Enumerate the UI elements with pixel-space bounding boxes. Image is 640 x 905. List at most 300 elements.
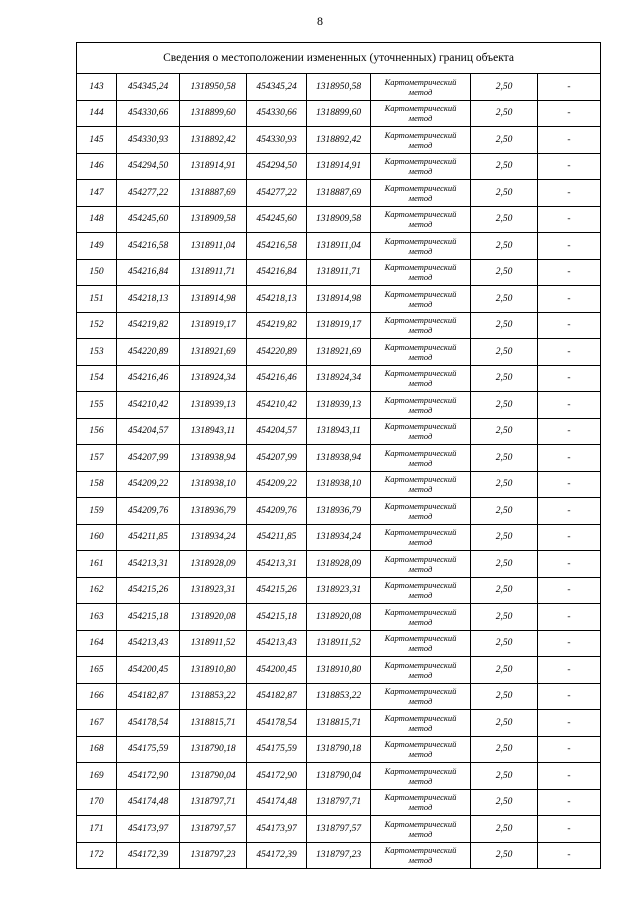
x-old-cell: 454174,48	[117, 789, 180, 816]
accuracy-cell: 2,50	[471, 577, 538, 604]
method-line-2: метод	[408, 855, 433, 866]
method-cell	[371, 418, 471, 445]
method-cell	[371, 312, 471, 339]
table-row	[77, 710, 601, 737]
y-old-cell: 1318899,60	[180, 100, 247, 127]
note-cell: -	[538, 736, 601, 763]
y-old-cell: 1318938,94	[180, 445, 247, 472]
x-new-cell: 454216,84	[247, 259, 307, 286]
point-number-cell: 156	[77, 418, 117, 445]
y-old-cell: 1318914,98	[180, 286, 247, 313]
method-line-1: Картометрический	[384, 288, 457, 299]
method-line-1: Картометрический	[384, 447, 457, 458]
note-cell: -	[538, 445, 601, 472]
x-new-cell: 454173,97	[247, 816, 307, 843]
y-old-cell: 1318924,34	[180, 365, 247, 392]
method-cell	[371, 789, 471, 816]
point-number-cell: 165	[77, 657, 117, 684]
table-row	[77, 630, 601, 657]
accuracy-cell: 2,50	[471, 418, 538, 445]
note-cell: -	[538, 657, 601, 684]
x-old-cell: 454216,58	[117, 233, 180, 260]
method-cell	[371, 577, 471, 604]
method-cell	[371, 842, 471, 869]
note-cell: -	[538, 127, 601, 154]
x-old-cell: 454216,84	[117, 259, 180, 286]
method-line-2: метод	[408, 272, 433, 283]
x-old-cell: 454200,45	[117, 657, 180, 684]
point-number-cell: 147	[77, 180, 117, 207]
method-line-2: метод	[408, 325, 433, 336]
x-new-cell: 454172,39	[247, 842, 307, 869]
method-line-1: Картометрический	[384, 845, 457, 856]
method-line-2: метод	[408, 537, 433, 548]
y-new-cell: 1318919,17	[307, 312, 371, 339]
method-line-2: метод	[408, 166, 433, 177]
method-line-2: метод	[408, 113, 433, 124]
x-new-cell: 454200,45	[247, 657, 307, 684]
x-old-cell: 454175,59	[117, 736, 180, 763]
y-new-cell: 1318950,58	[307, 74, 371, 101]
x-new-cell: 454245,60	[247, 206, 307, 233]
table-row	[77, 498, 601, 525]
method-line-1: Картометрический	[384, 474, 457, 485]
method-line-2: метод	[408, 139, 433, 150]
method-line-1: Картометрический	[384, 553, 457, 564]
y-new-cell: 1318934,24	[307, 524, 371, 551]
accuracy-cell: 2,50	[471, 365, 538, 392]
x-old-cell: 454213,43	[117, 630, 180, 657]
method-cell	[371, 100, 471, 127]
method-line-1: Картометрический	[384, 209, 457, 220]
x-old-cell: 454218,13	[117, 286, 180, 313]
method-line-2: метод	[408, 802, 433, 813]
method-line-2: метод	[408, 590, 433, 601]
x-new-cell: 454345,24	[247, 74, 307, 101]
table-row	[77, 683, 601, 710]
note-cell: -	[538, 286, 601, 313]
y-new-cell: 1318914,91	[307, 153, 371, 180]
method-cell	[371, 471, 471, 498]
y-old-cell: 1318797,23	[180, 842, 247, 869]
y-old-cell: 1318797,57	[180, 816, 247, 843]
y-new-cell: 1318815,71	[307, 710, 371, 737]
method-line-1: Картометрический	[384, 818, 457, 829]
y-new-cell: 1318924,34	[307, 365, 371, 392]
y-new-cell: 1318790,18	[307, 736, 371, 763]
method-line-1: Картометрический	[384, 739, 457, 750]
method-cell	[371, 180, 471, 207]
y-old-cell: 1318910,80	[180, 657, 247, 684]
y-old-cell: 1318815,71	[180, 710, 247, 737]
method-line-1: Картометрический	[384, 156, 457, 167]
method-line-1: Картометрический	[384, 76, 457, 87]
method-line-1: Картометрический	[384, 262, 457, 273]
table-row	[77, 206, 601, 233]
table-title: Сведения о местоположении измененных (уточненных) границ объекта	[77, 43, 601, 74]
x-old-cell: 454215,26	[117, 577, 180, 604]
y-new-cell: 1318938,10	[307, 471, 371, 498]
method-cell	[371, 604, 471, 631]
y-old-cell: 1318911,71	[180, 259, 247, 286]
method-line-1: Картометрический	[384, 606, 457, 617]
x-new-cell: 454207,99	[247, 445, 307, 472]
accuracy-cell: 2,50	[471, 339, 538, 366]
y-old-cell: 1318950,58	[180, 74, 247, 101]
table-row	[77, 286, 601, 313]
y-new-cell: 1318910,80	[307, 657, 371, 684]
method-line-1: Картометрический	[384, 315, 457, 326]
method-cell	[371, 339, 471, 366]
point-number-cell: 170	[77, 789, 117, 816]
point-number-cell: 161	[77, 551, 117, 578]
method-cell	[371, 763, 471, 790]
table-row	[77, 604, 601, 631]
y-old-cell: 1318914,91	[180, 153, 247, 180]
x-new-cell: 454218,13	[247, 286, 307, 313]
y-new-cell: 1318911,52	[307, 630, 371, 657]
method-cell	[371, 233, 471, 260]
note-cell: -	[538, 789, 601, 816]
method-cell	[371, 657, 471, 684]
y-new-cell: 1318921,69	[307, 339, 371, 366]
accuracy-cell: 2,50	[471, 153, 538, 180]
method-line-1: Картометрический	[384, 182, 457, 193]
note-cell: -	[538, 842, 601, 869]
method-line-2: метод	[408, 245, 433, 256]
x-new-cell: 454209,22	[247, 471, 307, 498]
y-new-cell: 1318853,22	[307, 683, 371, 710]
method-line-2: метод	[408, 510, 433, 521]
point-number-cell: 152	[77, 312, 117, 339]
point-number-cell: 151	[77, 286, 117, 313]
table-row	[77, 524, 601, 551]
x-old-cell: 454173,97	[117, 816, 180, 843]
x-old-cell: 454277,22	[117, 180, 180, 207]
note-cell: -	[538, 551, 601, 578]
y-new-cell: 1318938,94	[307, 445, 371, 472]
method-cell	[371, 524, 471, 551]
point-number-cell: 145	[77, 127, 117, 154]
y-old-cell: 1318938,10	[180, 471, 247, 498]
point-number-cell: 143	[77, 74, 117, 101]
point-number-cell: 148	[77, 206, 117, 233]
y-old-cell: 1318943,11	[180, 418, 247, 445]
method-line-2: метод	[408, 378, 433, 389]
table-row	[77, 365, 601, 392]
point-number-cell: 166	[77, 683, 117, 710]
x-old-cell: 454209,76	[117, 498, 180, 525]
accuracy-cell: 2,50	[471, 630, 538, 657]
point-number-cell: 164	[77, 630, 117, 657]
method-cell	[371, 710, 471, 737]
method-line-2: метод	[408, 404, 433, 415]
y-new-cell: 1318911,04	[307, 233, 371, 260]
accuracy-cell: 2,50	[471, 683, 538, 710]
y-old-cell: 1318921,69	[180, 339, 247, 366]
accuracy-cell: 2,50	[471, 100, 538, 127]
y-old-cell: 1318939,13	[180, 392, 247, 419]
y-old-cell: 1318934,24	[180, 524, 247, 551]
x-new-cell: 454220,89	[247, 339, 307, 366]
x-new-cell: 454178,54	[247, 710, 307, 737]
table-row	[77, 471, 601, 498]
table-row	[77, 789, 601, 816]
method-line-2: метод	[408, 431, 433, 442]
x-old-cell: 454178,54	[117, 710, 180, 737]
y-old-cell: 1318936,79	[180, 498, 247, 525]
method-cell	[371, 392, 471, 419]
accuracy-cell: 2,50	[471, 74, 538, 101]
y-old-cell: 1318790,18	[180, 736, 247, 763]
method-line-1: Картометрический	[384, 394, 457, 405]
y-new-cell: 1318911,71	[307, 259, 371, 286]
point-number-cell: 159	[77, 498, 117, 525]
accuracy-cell: 2,50	[471, 736, 538, 763]
x-old-cell: 454215,18	[117, 604, 180, 631]
y-old-cell: 1318853,22	[180, 683, 247, 710]
method-line-1: Картометрический	[384, 368, 457, 379]
method-line-1: Картометрический	[384, 633, 457, 644]
y-new-cell: 1318936,79	[307, 498, 371, 525]
point-number-cell: 144	[77, 100, 117, 127]
x-old-cell: 454330,93	[117, 127, 180, 154]
x-old-cell: 454172,39	[117, 842, 180, 869]
table-row	[77, 842, 601, 869]
y-new-cell: 1318797,57	[307, 816, 371, 843]
method-cell	[371, 286, 471, 313]
method-line-1: Картометрический	[384, 527, 457, 538]
x-new-cell: 454294,50	[247, 153, 307, 180]
y-old-cell: 1318923,31	[180, 577, 247, 604]
accuracy-cell: 2,50	[471, 180, 538, 207]
y-new-cell: 1318939,13	[307, 392, 371, 419]
y-new-cell: 1318892,42	[307, 127, 371, 154]
note-cell: -	[538, 524, 601, 551]
method-line-2: метод	[408, 351, 433, 362]
note-cell: -	[538, 100, 601, 127]
point-number-cell: 172	[77, 842, 117, 869]
method-cell	[371, 74, 471, 101]
y-old-cell: 1318909,58	[180, 206, 247, 233]
method-cell	[371, 816, 471, 843]
method-line-2: метод	[408, 696, 433, 707]
x-old-cell: 454219,82	[117, 312, 180, 339]
y-old-cell: 1318797,71	[180, 789, 247, 816]
table-row	[77, 816, 601, 843]
x-new-cell: 454175,59	[247, 736, 307, 763]
accuracy-cell: 2,50	[471, 233, 538, 260]
table-row	[77, 233, 601, 260]
point-number-cell: 153	[77, 339, 117, 366]
x-old-cell: 454330,66	[117, 100, 180, 127]
x-new-cell: 454211,85	[247, 524, 307, 551]
table-row	[77, 392, 601, 419]
table-row	[77, 74, 601, 101]
accuracy-cell: 2,50	[471, 259, 538, 286]
accuracy-cell: 2,50	[471, 445, 538, 472]
x-old-cell: 454220,89	[117, 339, 180, 366]
accuracy-cell: 2,50	[471, 816, 538, 843]
note-cell: -	[538, 365, 601, 392]
note-cell: -	[538, 471, 601, 498]
method-line-2: метод	[408, 457, 433, 468]
point-number-cell: 163	[77, 604, 117, 631]
note-cell: -	[538, 339, 601, 366]
accuracy-cell: 2,50	[471, 551, 538, 578]
y-new-cell: 1318797,23	[307, 842, 371, 869]
table-row	[77, 577, 601, 604]
y-new-cell: 1318797,71	[307, 789, 371, 816]
page-number: 8	[317, 14, 323, 28]
table-row	[77, 657, 601, 684]
accuracy-cell: 2,50	[471, 604, 538, 631]
x-new-cell: 454174,48	[247, 789, 307, 816]
note-cell: -	[538, 816, 601, 843]
x-new-cell: 454216,46	[247, 365, 307, 392]
y-old-cell: 1318790,04	[180, 763, 247, 790]
note-cell: -	[538, 392, 601, 419]
y-new-cell: 1318887,69	[307, 180, 371, 207]
table-body	[77, 43, 601, 869]
x-new-cell: 454210,42	[247, 392, 307, 419]
method-line-2: метод	[408, 298, 433, 309]
x-old-cell: 454213,31	[117, 551, 180, 578]
x-old-cell: 454294,50	[117, 153, 180, 180]
method-line-1: Картометрический	[384, 792, 457, 803]
x-new-cell: 454209,76	[247, 498, 307, 525]
note-cell: -	[538, 180, 601, 207]
accuracy-cell: 2,50	[471, 657, 538, 684]
x-old-cell: 454172,90	[117, 763, 180, 790]
method-cell	[371, 551, 471, 578]
note-cell: -	[538, 153, 601, 180]
table-row	[77, 127, 601, 154]
method-line-2: метод	[408, 86, 433, 97]
point-number-cell: 160	[77, 524, 117, 551]
note-cell: -	[538, 74, 601, 101]
method-line-1: Картометрический	[384, 500, 457, 511]
y-old-cell: 1318892,42	[180, 127, 247, 154]
method-line-1: Картометрический	[384, 765, 457, 776]
table-row	[77, 312, 601, 339]
x-old-cell: 454216,46	[117, 365, 180, 392]
point-number-cell: 146	[77, 153, 117, 180]
y-new-cell: 1318928,09	[307, 551, 371, 578]
x-new-cell: 454213,43	[247, 630, 307, 657]
y-new-cell: 1318943,11	[307, 418, 371, 445]
point-number-cell: 168	[77, 736, 117, 763]
method-line-1: Картометрический	[384, 341, 457, 352]
x-new-cell: 454277,22	[247, 180, 307, 207]
x-new-cell: 454215,26	[247, 577, 307, 604]
method-cell	[371, 736, 471, 763]
note-cell: -	[538, 683, 601, 710]
x-old-cell: 454345,24	[117, 74, 180, 101]
table-row	[77, 418, 601, 445]
x-old-cell: 454182,87	[117, 683, 180, 710]
accuracy-cell: 2,50	[471, 789, 538, 816]
note-cell: -	[538, 206, 601, 233]
point-number-cell: 149	[77, 233, 117, 260]
method-line-1: Картометрический	[384, 235, 457, 246]
method-line-2: метод	[408, 616, 433, 627]
boundary-table	[76, 42, 601, 869]
x-new-cell: 454182,87	[247, 683, 307, 710]
y-new-cell: 1318899,60	[307, 100, 371, 127]
x-old-cell: 454209,22	[117, 471, 180, 498]
method-line-2: метод	[408, 563, 433, 574]
note-cell: -	[538, 763, 601, 790]
method-line-1: Картометрический	[384, 580, 457, 591]
method-line-2: метод	[408, 192, 433, 203]
table-title-row	[77, 43, 601, 74]
table-row	[77, 736, 601, 763]
note-cell: -	[538, 233, 601, 260]
method-cell	[371, 153, 471, 180]
point-number-cell: 150	[77, 259, 117, 286]
method-cell	[371, 365, 471, 392]
note-cell: -	[538, 577, 601, 604]
method-line-2: метод	[408, 722, 433, 733]
point-number-cell: 154	[77, 365, 117, 392]
x-new-cell: 454216,58	[247, 233, 307, 260]
y-old-cell: 1318911,52	[180, 630, 247, 657]
point-number-cell: 167	[77, 710, 117, 737]
y-old-cell: 1318919,17	[180, 312, 247, 339]
x-new-cell: 454204,57	[247, 418, 307, 445]
method-line-1: Картометрический	[384, 686, 457, 697]
accuracy-cell: 2,50	[471, 127, 538, 154]
table-row	[77, 445, 601, 472]
accuracy-cell: 2,50	[471, 286, 538, 313]
method-cell	[371, 498, 471, 525]
y-old-cell: 1318928,09	[180, 551, 247, 578]
table-row	[77, 763, 601, 790]
point-number-cell: 155	[77, 392, 117, 419]
x-new-cell: 454215,18	[247, 604, 307, 631]
table-row	[77, 153, 601, 180]
note-cell: -	[538, 630, 601, 657]
method-line-2: метод	[408, 643, 433, 654]
method-line-2: метод	[408, 219, 433, 230]
method-line-1: Картометрический	[384, 129, 457, 140]
method-line-1: Картометрический	[384, 659, 457, 670]
y-old-cell: 1318887,69	[180, 180, 247, 207]
accuracy-cell: 2,50	[471, 763, 538, 790]
table-row	[77, 551, 601, 578]
table-row	[77, 100, 601, 127]
accuracy-cell: 2,50	[471, 842, 538, 869]
accuracy-cell: 2,50	[471, 312, 538, 339]
y-new-cell: 1318790,04	[307, 763, 371, 790]
method-cell	[371, 630, 471, 657]
x-old-cell: 454210,42	[117, 392, 180, 419]
point-number-cell: 162	[77, 577, 117, 604]
method-line-2: метод	[408, 484, 433, 495]
y-new-cell: 1318923,31	[307, 577, 371, 604]
x-new-cell: 454330,93	[247, 127, 307, 154]
method-cell	[371, 206, 471, 233]
note-cell: -	[538, 312, 601, 339]
method-cell	[371, 127, 471, 154]
x-new-cell: 454219,82	[247, 312, 307, 339]
point-number-cell: 169	[77, 763, 117, 790]
y-old-cell: 1318911,04	[180, 233, 247, 260]
note-cell: -	[538, 710, 601, 737]
method-line-2: метод	[408, 828, 433, 839]
accuracy-cell: 2,50	[471, 710, 538, 737]
